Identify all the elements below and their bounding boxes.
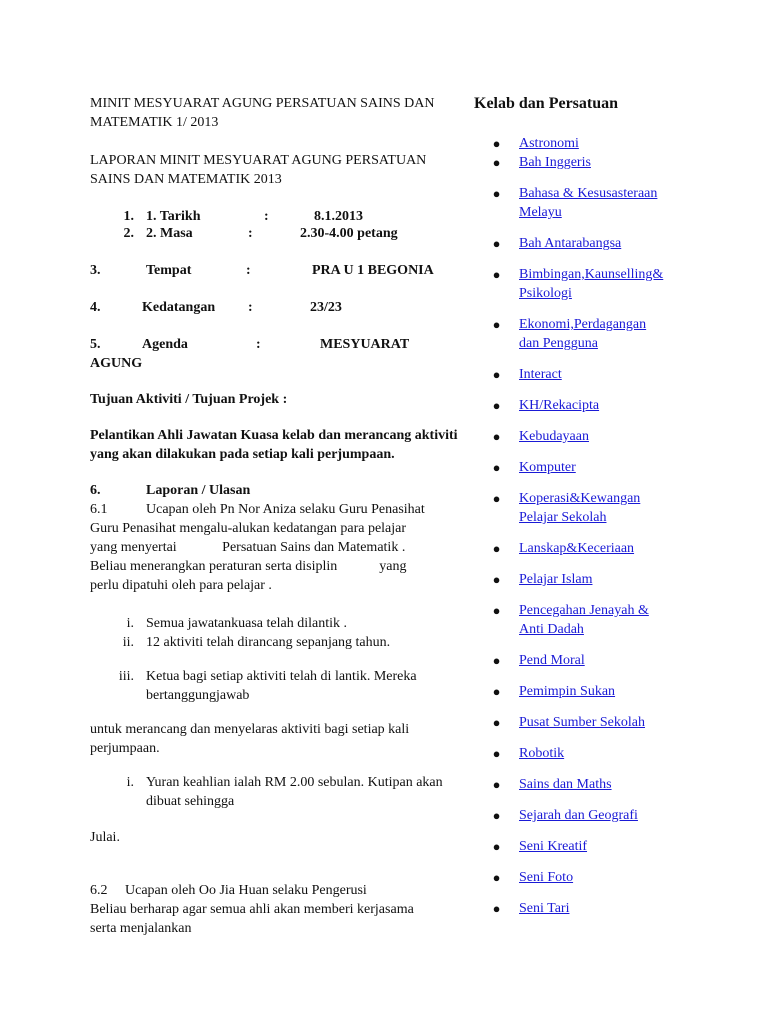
club-link[interactable] (519, 184, 657, 222)
text-line: perlu dipatuhi oleh para pelajar . (90, 578, 272, 593)
club-item (474, 234, 704, 253)
bullet-icon: ● (492, 491, 501, 506)
club-link[interactable] (519, 234, 621, 253)
club-link[interactable] (519, 315, 646, 353)
bullet-icon: ● (492, 572, 501, 587)
club-link-text: Sains dan Maths (519, 777, 612, 792)
bullet-icon: ● (492, 603, 501, 618)
bullet-icon: ● (492, 460, 501, 475)
separator: : (248, 226, 253, 241)
club-link-text: Interact (519, 367, 562, 382)
club-link[interactable] (519, 458, 576, 477)
club-item (474, 775, 704, 794)
item-number: i. (126, 616, 134, 631)
text-line: Beliau berharap agar semua ahli akan memberi kerjasama (90, 902, 414, 917)
club-item (474, 651, 704, 670)
club-item (474, 396, 704, 415)
venue-row (90, 261, 462, 280)
club-item (474, 601, 704, 639)
venue-number: 3. (90, 263, 101, 278)
club-link-text: Komputer (519, 460, 576, 475)
separator: : (264, 209, 269, 224)
item-number: 1. (123, 209, 134, 224)
bullet-icon: ● (492, 267, 501, 282)
club-link-text: Robotik (519, 746, 565, 761)
club-link[interactable] (519, 868, 573, 887)
club-link[interactable] (519, 837, 587, 856)
club-link[interactable] (519, 396, 599, 415)
report-title: LAPORAN MINIT MESYUARAT AGUNG PERSATUAN SAINS DAN MATEMATIK 2013 (90, 153, 427, 187)
club-link[interactable] (519, 427, 589, 446)
bullet-icon: ● (492, 155, 501, 170)
club-link-text: Melayu (519, 205, 562, 220)
agenda-number: 5. (90, 337, 101, 352)
bullet-icon: ● (492, 429, 501, 444)
bullet-icon: ● (492, 398, 501, 413)
text-line: Beliau menerangkan peraturan serta disiplin yang (90, 559, 407, 574)
text-line: yang menyertai Persatuan Sains dan Matematik . (90, 540, 406, 555)
club-item (474, 489, 704, 527)
club-item (474, 713, 704, 732)
club-link[interactable] (519, 570, 592, 589)
bullet-icon: ● (492, 541, 501, 556)
attendance-value: 23/23 (310, 300, 342, 315)
club-link[interactable] (519, 744, 564, 763)
date-item (90, 208, 462, 225)
club-item (474, 458, 704, 477)
item-number: ii. (122, 635, 134, 650)
text-line: serta menjalankan (90, 921, 192, 936)
club-item (474, 806, 704, 825)
bullet-icon: ● (492, 653, 501, 668)
agenda-label: Agenda (142, 337, 188, 352)
agenda-row (90, 335, 462, 354)
club-link[interactable] (519, 601, 649, 639)
bullet-icon: ● (492, 808, 501, 823)
item-6-1 (90, 500, 462, 595)
club-link-text: Pusat Sumber Sekolah (519, 715, 645, 730)
item-text: 12 aktiviti telah dirancang sepanjang tahun. (146, 635, 391, 650)
paragraph: Julai. (90, 830, 120, 845)
club-link-text: Pend Moral (519, 653, 585, 668)
time-label: 2. Masa (146, 226, 193, 241)
time-value: 2.30-4.00 petang (300, 226, 398, 241)
list-item (90, 614, 462, 633)
bullet-icon: ● (492, 746, 501, 761)
club-link[interactable] (519, 489, 640, 527)
item-text: Semua jawatankuasa telah dilantik . (146, 616, 347, 631)
item-number: 2. (123, 226, 134, 241)
section-number: 6. (90, 483, 101, 498)
club-link[interactable] (519, 713, 645, 732)
club-link-text: Bah Inggeris (519, 155, 591, 170)
agenda-block (90, 335, 462, 373)
club-link-text: Pelajar Sekolah (519, 510, 607, 525)
club-item (474, 184, 704, 222)
date-time-list (90, 208, 462, 242)
club-link[interactable] (519, 365, 562, 384)
club-link-text: Seni Kreatif (519, 839, 588, 854)
clubs-column (474, 94, 704, 918)
purpose-heading: Tujuan Aktiviti / Tujuan Projek : (90, 392, 288, 407)
section-6-heading (90, 481, 462, 500)
club-link-text: Pencegahan Jenayah & (519, 603, 649, 618)
club-link-text: Bimbingan,Kaunselling& (519, 267, 664, 282)
club-item (474, 682, 704, 701)
club-item (474, 570, 704, 589)
club-link-text: Sejarah dan Geografi (519, 808, 638, 823)
text-line: 6.1 Ucapan oleh Pn Nor Aniza selaku Guru Penasihat (90, 502, 425, 517)
attendance-label: Kedatangan (142, 300, 216, 315)
club-item (474, 427, 704, 446)
club-link-text: Anti Dadah (519, 622, 584, 637)
bullet-icon: ● (492, 777, 501, 792)
roman-list (90, 614, 462, 652)
club-item (474, 837, 704, 856)
club-link-text: Pemimpin Sukan (519, 684, 616, 699)
club-link[interactable] (519, 539, 634, 558)
minutes-column (90, 94, 462, 938)
item-text: Yuran keahlian ialah RM 2.00 sebulan. Kutipan akan dibuat sehingga (146, 775, 443, 809)
club-link[interactable] (519, 134, 579, 153)
item-6-2-heading: 6.2 Ucapan oleh Oo Jia Huan selaku Pengerusi (90, 883, 367, 898)
bullet-icon: ● (492, 367, 501, 382)
paragraph: untuk merancang dan menyelaras aktiviti bagi setiap kali perjumpaan. (90, 722, 410, 756)
club-link[interactable] (519, 682, 615, 701)
list-item (90, 773, 462, 811)
attendance-number: 4. (90, 300, 101, 315)
club-item (474, 315, 704, 353)
separator: : (256, 337, 261, 352)
club-link-text: Astronomi (519, 136, 579, 151)
club-link-text: Lanskap&Keceriaan (519, 541, 635, 556)
item-text: Ketua bagi setiap aktiviti telah di lantik. Mereka bertanggungjawab (146, 669, 417, 703)
bullet-icon: ● (492, 317, 501, 332)
purpose-text: Pelantikan Ahli Jawatan Kuasa kelab dan merancang aktiviti yang akan dilakukan pada setiap kali perjumpaan. (90, 428, 458, 462)
clubs-list (474, 134, 704, 918)
club-link-text: Ekonomi,Perdagangan (519, 317, 647, 332)
club-link-text: KH/Rekacipta (519, 398, 600, 413)
item-number: i. (126, 775, 134, 790)
bullet-icon: ● (492, 186, 501, 201)
agenda-value-cont: AGUNG (90, 356, 143, 371)
item-number: iii. (118, 669, 134, 684)
section-label: Laporan / Ulasan (146, 483, 251, 498)
club-link[interactable] (519, 806, 638, 825)
date-label: 1. Tarikh (146, 209, 201, 224)
club-link-text: dan Pengguna (519, 336, 598, 351)
club-link[interactable] (519, 899, 569, 918)
bullet-icon: ● (492, 901, 501, 916)
venue-value: PRA U 1 BEGONIA (312, 263, 434, 278)
agenda-value: MESYUARAT (320, 337, 410, 352)
club-link-text: Bahasa & Kesusasteraan (519, 186, 658, 201)
venue-label: Tempat (146, 263, 192, 278)
list-item (90, 667, 462, 705)
document-title: MINIT MESYUARAT AGUNG PERSATUAN SAINS DAN MATEMATIK 1/ 2013 (90, 96, 435, 130)
bullet-icon: ● (492, 715, 501, 730)
club-item (474, 868, 704, 887)
club-item (474, 744, 704, 763)
club-link[interactable] (519, 775, 612, 794)
bullet-icon: ● (492, 236, 501, 251)
attendance-row (90, 298, 462, 317)
club-item (474, 365, 704, 384)
club-link[interactable] (519, 265, 663, 303)
bullet-icon: ● (492, 136, 501, 151)
bullet-icon: ● (492, 684, 501, 699)
club-link-text: Bah Antarabangsa (519, 236, 622, 251)
club-item (474, 134, 704, 153)
club-link[interactable] (519, 153, 591, 172)
club-link[interactable] (519, 651, 585, 670)
club-link-text: Seni Foto (519, 870, 574, 885)
club-item (474, 265, 704, 303)
club-link-text: Pelajar Islam (519, 572, 593, 587)
time-item (90, 225, 462, 242)
club-link-text: Seni Tari (519, 901, 570, 916)
club-item (474, 899, 704, 918)
date-value: 8.1.2013 (314, 209, 363, 224)
list-item (90, 633, 462, 652)
club-item (474, 539, 704, 558)
club-link-text: Psikologi (519, 286, 572, 301)
club-link-text: Kebudayaan (519, 429, 589, 444)
bullet-icon: ● (492, 870, 501, 885)
club-item (474, 153, 704, 172)
separator: : (246, 263, 251, 278)
clubs-heading: Kelab dan Persatuan (474, 95, 619, 112)
text-line: Guru Penasihat mengalu-alukan kedatangan para pelajar (90, 521, 407, 536)
club-link-text: Koperasi&Kewangan (519, 491, 641, 506)
separator: : (248, 300, 253, 315)
bullet-icon: ● (492, 839, 501, 854)
